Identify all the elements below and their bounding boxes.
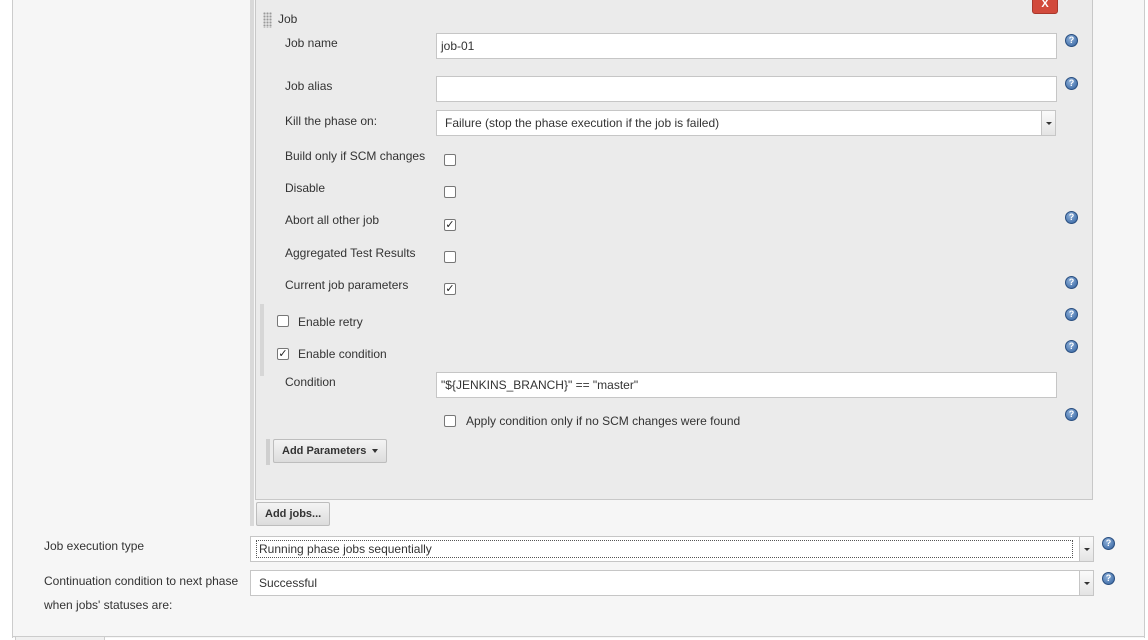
enable-condition-label: Enable condition [298, 347, 387, 361]
job-name-help-icon[interactable]: ? [1065, 34, 1078, 47]
job-alias-label: Job alias [285, 79, 333, 93]
apply-condition-label: Apply condition only if no SCM changes were found [466, 414, 741, 428]
add-jobs-button[interactable]: Add jobs... [256, 502, 330, 526]
continuation-label-line1: Continuation condition to next phase [44, 574, 239, 588]
condition-label: Condition [285, 375, 336, 389]
build-scm-label: Build only if SCM changes [285, 149, 426, 163]
phase-panel-bottom-border [12, 636, 1145, 637]
disable-checkbox[interactable] [444, 186, 456, 198]
retry-condition-section-bar [260, 304, 264, 376]
condition-input[interactable]: "${JENKINS_BRANCH}" == "master" [436, 372, 1057, 398]
enable-retry-help-icon[interactable]: ? [1065, 308, 1078, 321]
abort-help-icon[interactable]: ? [1065, 211, 1078, 224]
aggregated-checkbox[interactable] [444, 251, 456, 263]
add-parameters-label: Add Parameters [282, 445, 367, 457]
execution-type-select[interactable] [250, 536, 1094, 562]
kill-phase-label: Kill the phase on: [285, 114, 378, 128]
next-section-tab [15, 636, 105, 640]
job-alias-help-icon[interactable]: ? [1065, 77, 1078, 90]
chevron-down-icon [1041, 111, 1055, 135]
caret-down-icon [372, 449, 378, 453]
job-name-label: Job name [285, 36, 338, 50]
job-title: Job [278, 12, 298, 26]
chevron-down-icon [1079, 571, 1093, 595]
add-parameters-button[interactable] [273, 439, 387, 463]
current-params-checkbox[interactable]: ✓ [445, 283, 455, 295]
execution-type-label: Job execution type [44, 539, 145, 553]
enable-condition-checkbox[interactable]: ✓ [278, 348, 288, 360]
drag-handle-icon[interactable] [263, 12, 272, 28]
aggregated-label: Aggregated Test Results [285, 246, 416, 260]
apply-condition-checkbox[interactable] [444, 415, 456, 427]
kill-phase-select[interactable] [436, 110, 1056, 136]
execution-type-selected-value: Running phase jobs sequentially [259, 542, 432, 556]
abort-label: Abort all other job [285, 213, 380, 227]
continuation-help-icon[interactable]: ? [1102, 572, 1115, 585]
apply-condition-help-icon[interactable]: ? [1065, 408, 1078, 421]
delete-job-button[interactable]: X [1032, 0, 1058, 14]
enable-retry-checkbox[interactable] [277, 315, 289, 327]
continuation-select[interactable] [250, 570, 1094, 596]
job-alias-input[interactable] [436, 76, 1057, 102]
job-drag-bar [250, 0, 254, 526]
build-scm-checkbox[interactable] [444, 154, 456, 166]
parameters-section-bar [266, 439, 270, 465]
enable-condition-help-icon[interactable]: ? [1065, 340, 1078, 353]
kill-phase-selected-value: Failure (stop the phase execution if the job is failed) [445, 116, 720, 130]
current-params-help-icon[interactable]: ? [1065, 276, 1078, 289]
execution-type-help-icon[interactable]: ? [1102, 537, 1115, 550]
abort-checkbox[interactable]: ✓ [445, 219, 455, 231]
current-params-label: Current job parameters [285, 278, 409, 292]
focus-ring [256, 540, 1073, 558]
enable-retry-label: Enable retry [298, 315, 363, 329]
continuation-label-line2: when jobs' statuses are: [44, 598, 173, 612]
job-name-input[interactable]: job-01 [436, 33, 1057, 59]
disable-label: Disable [285, 181, 326, 195]
continuation-selected-value: Successful [259, 576, 318, 590]
chevron-down-icon [1079, 537, 1093, 561]
